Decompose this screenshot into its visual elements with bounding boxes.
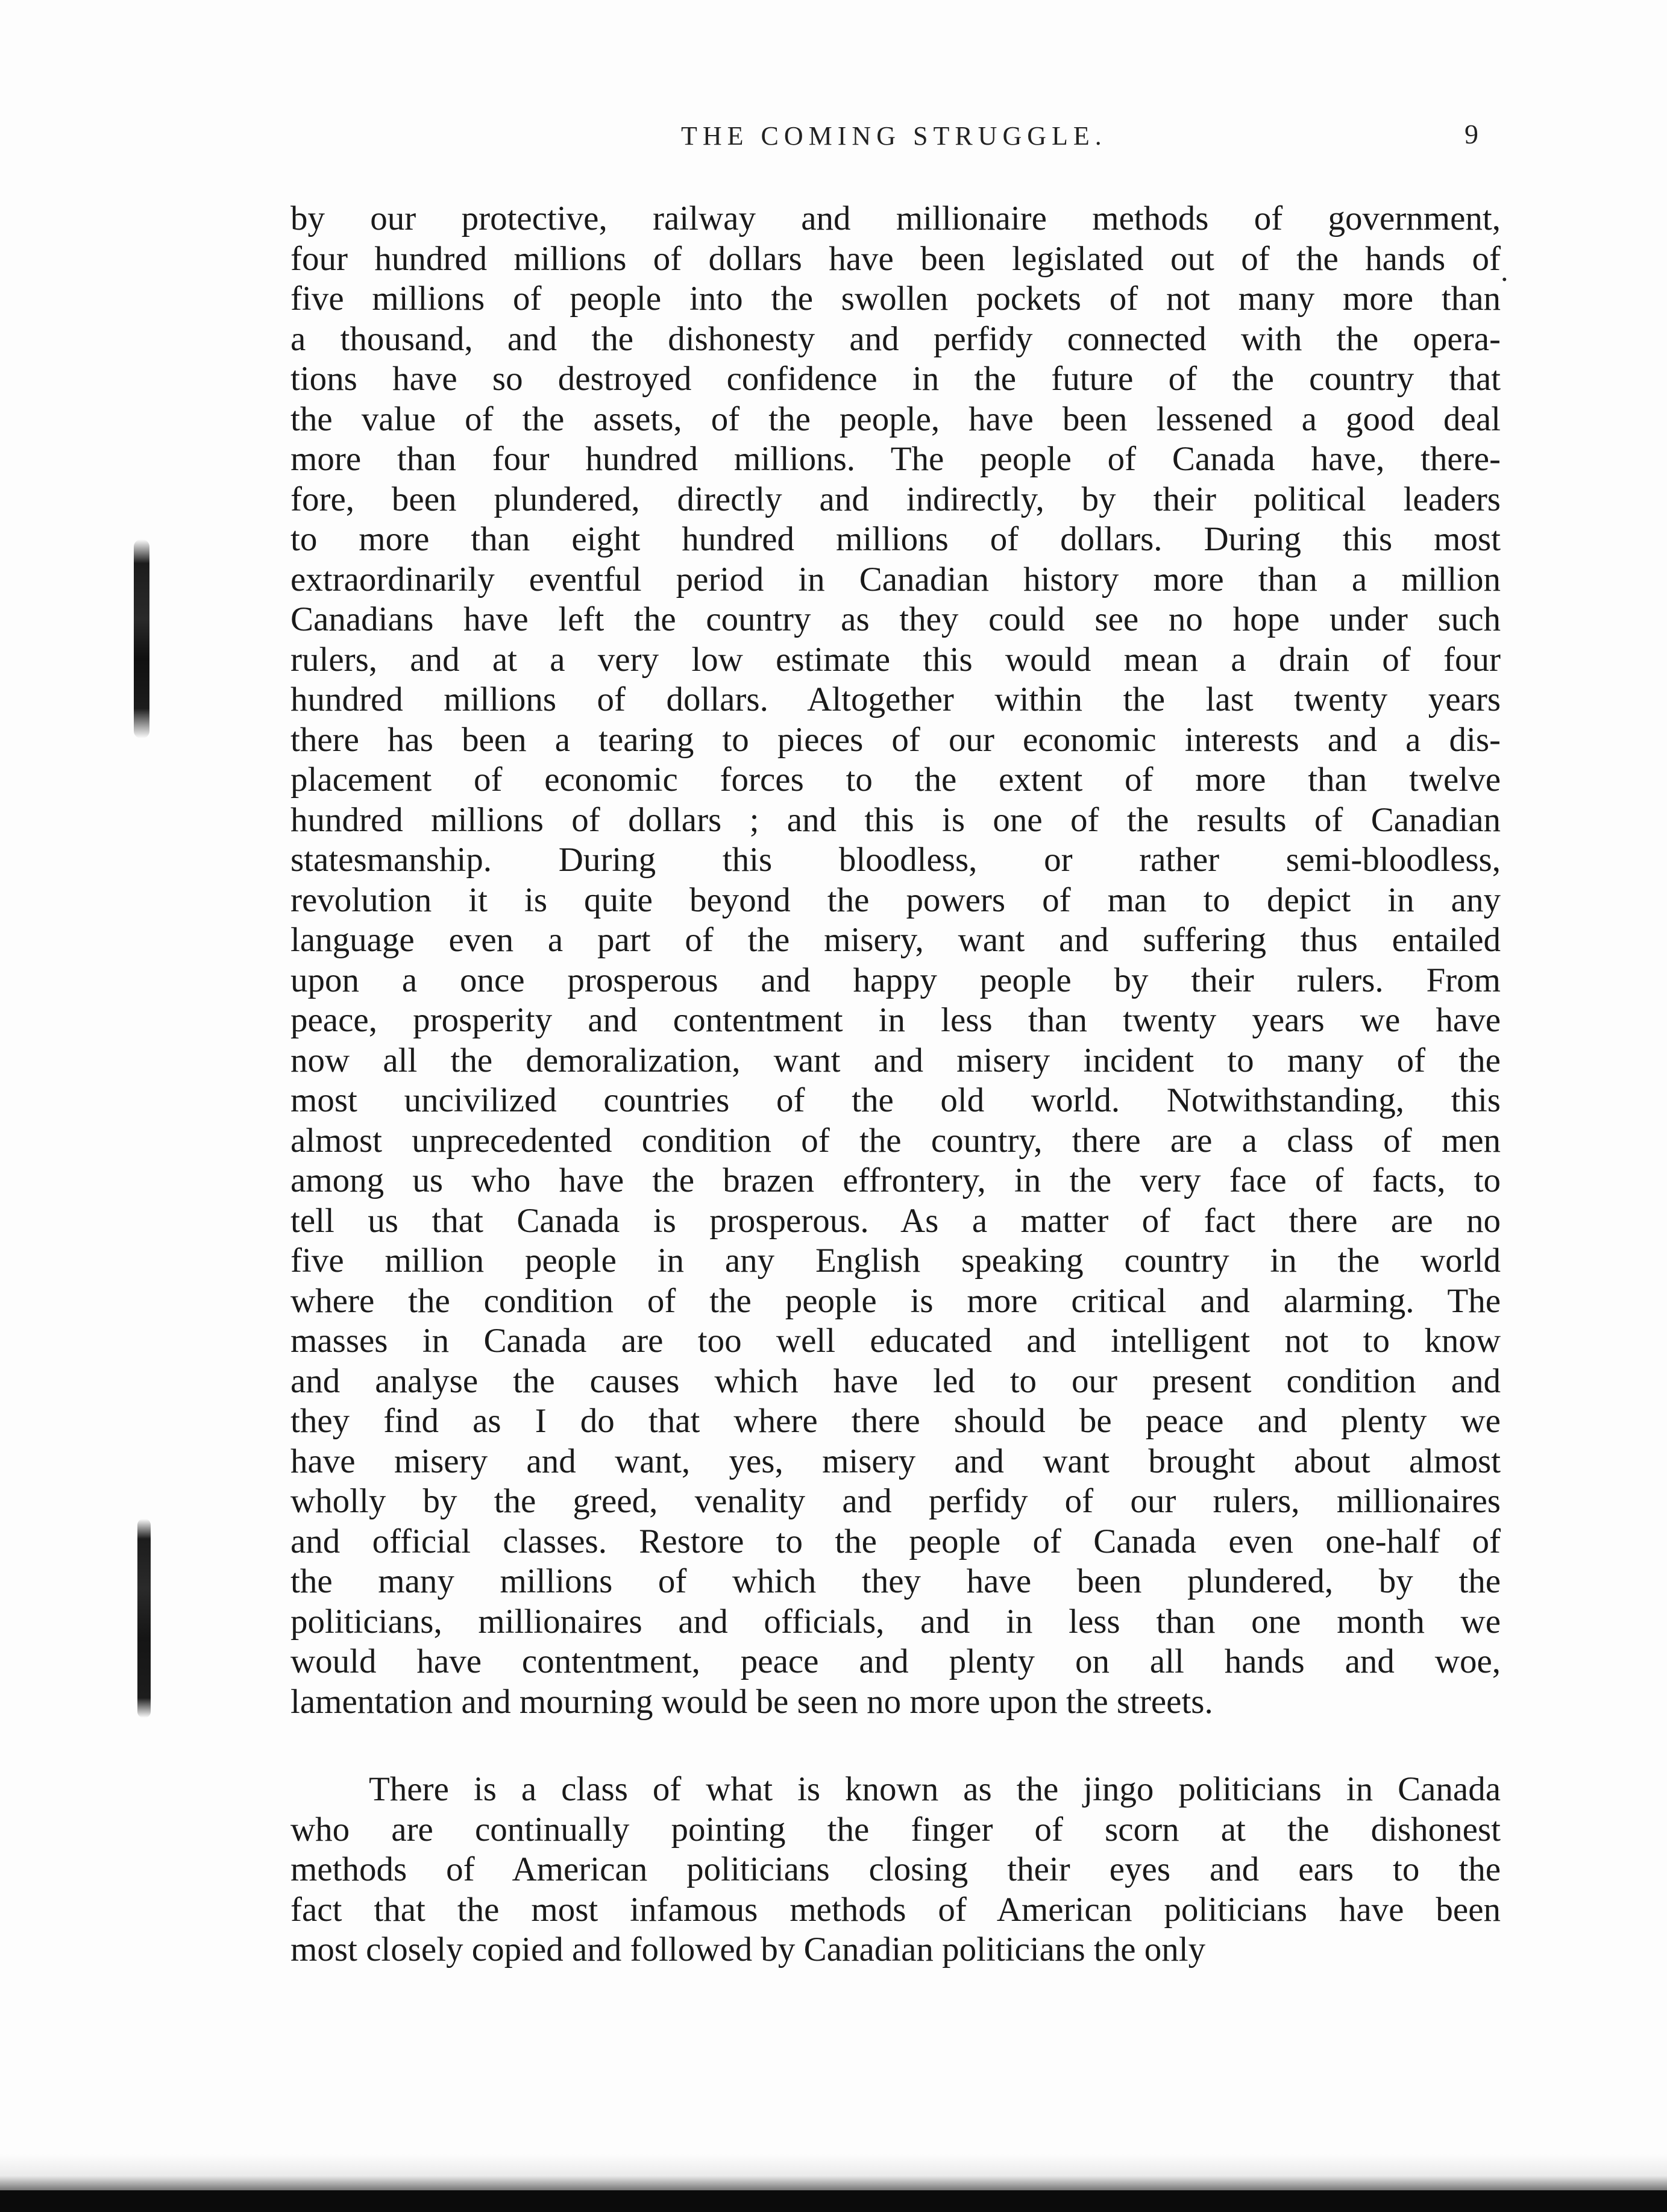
scan-border: [0, 2190, 1667, 2212]
text-line: politicians, millionaires and officials, and in less than one month we: [290, 1602, 1501, 1641]
text-line: upon a once prosperous and happy people by their rulers. From: [290, 961, 1501, 999]
body-text: [290, 199, 1501, 1970]
text-line: they find as I do that where there should be peace and plenty we: [290, 1402, 1501, 1440]
text-line: would have contentment, peace and plenty on all hands and woe,: [290, 1642, 1501, 1680]
page-bottom-edge: [0, 2154, 1667, 2190]
text-line: hundred millions of dollars. Altogether within the last twenty years: [290, 680, 1501, 718]
text-line: hundred millions of dollars ; and this is one of the results of Canadian: [290, 800, 1501, 839]
text-line: where the condition of the people is more critical and alarming. The: [290, 1281, 1501, 1320]
text-line: revolution it is quite beyond the powers of man to depict in any: [290, 881, 1501, 919]
text-line: to more than eight hundred millions of dollars. During this most: [290, 520, 1501, 558]
binding-mark: [137, 1519, 151, 1718]
text-line: placement of economic forces to the extent of more than twelve: [290, 761, 1501, 799]
text-line: lamentation and mourning would be seen no more upon the streets.: [290, 1682, 1213, 1721]
paragraph: [290, 199, 1501, 1722]
text-line: and official classes. Restore to the people of Canada even one-half of: [290, 1522, 1501, 1560]
text-line: peace, prosperity and contentment in less than twenty years we have: [290, 1001, 1501, 1039]
stray-mark: .: [1501, 254, 1508, 287]
text-line: language even a part of the misery, want and suffering thus entailed: [290, 921, 1501, 959]
text-line: almost unprecedented condition of the country, there are a class of men: [290, 1121, 1501, 1160]
text-line: There is a class of what is known as the jingo politicians in Canada: [369, 1770, 1501, 1808]
text-line: most uncivilized countries of the old world. Notwithstanding, this: [290, 1081, 1501, 1119]
text-line: fore, been plundered, directly and indirectly, by their political leaders: [290, 480, 1501, 518]
running-head: THE COMING STRUGGLE.: [681, 121, 1107, 151]
text-line: tions have so destroyed confidence in the future of the country that: [290, 360, 1501, 398]
text-line: statesmanship. During this bloodless, or rather semi-bloodless,: [290, 841, 1501, 879]
text-line: among us who have the brazen effrontery, in the very face of facts, to: [290, 1161, 1501, 1199]
text-line: Canadians have left the country as they could see no hope under such: [290, 600, 1501, 638]
page-number: 9: [1465, 119, 1478, 149]
text-line: methods of American politicians closing their eyes and ears to the: [290, 1850, 1501, 1888]
paragraph-gap: [290, 1722, 1501, 1770]
text-line: most closely copied and followed by Canadian politicians the only: [290, 1931, 1206, 1968]
paragraph: [290, 1770, 1501, 1970]
text-line: the many millions of which they have been plundered, by the: [290, 1562, 1501, 1600]
text-line: there has been a tearing to pieces of our economic interests and a dis-: [290, 720, 1501, 759]
text-line: more than four hundred millions. The people of Canada have, there-: [290, 440, 1501, 478]
text-line: five millions of people into the swollen pockets of not many more than: [290, 280, 1501, 318]
text-line: tell us that Canada is prosperous. As a matter of fact there are no: [290, 1201, 1501, 1240]
text-line: now all the demoralization, want and misery incident to many of the: [290, 1041, 1501, 1079]
text-line: have misery and want, yes, misery and want brought about almost: [290, 1442, 1501, 1480]
text-line: a thousand, and the dishonesty and perfidy connected with the opera-: [290, 319, 1501, 358]
text-line: wholly by the greed, venality and perfidy of our rulers, millionaires: [290, 1482, 1501, 1520]
text-line: fact that the most infamous methods of American politicians have been: [290, 1890, 1501, 1929]
text-line: the value of the assets, of the people, have been lessened a good deal: [290, 400, 1501, 438]
text-line: four hundred millions of dollars have been legislated out of the hands of: [290, 239, 1501, 278]
binding-mark: [134, 539, 149, 738]
text-line: rulers, and at a very low estimate this would mean a drain of four: [290, 640, 1501, 679]
text-line: and analyse the causes which have led to our present condition and: [290, 1362, 1501, 1400]
text-line: extraordinarily eventful period in Canadian history more than a million: [290, 560, 1501, 599]
text-line: masses in Canada are too well educated and intelligent not to know: [290, 1322, 1501, 1360]
text-line: by our protective, railway and millionaire methods of government,: [290, 200, 1501, 237]
text-line: five million people in any English speaking country in the world: [290, 1242, 1501, 1280]
text-line: who are continually pointing the finger of scorn at the dishonest: [290, 1810, 1501, 1849]
